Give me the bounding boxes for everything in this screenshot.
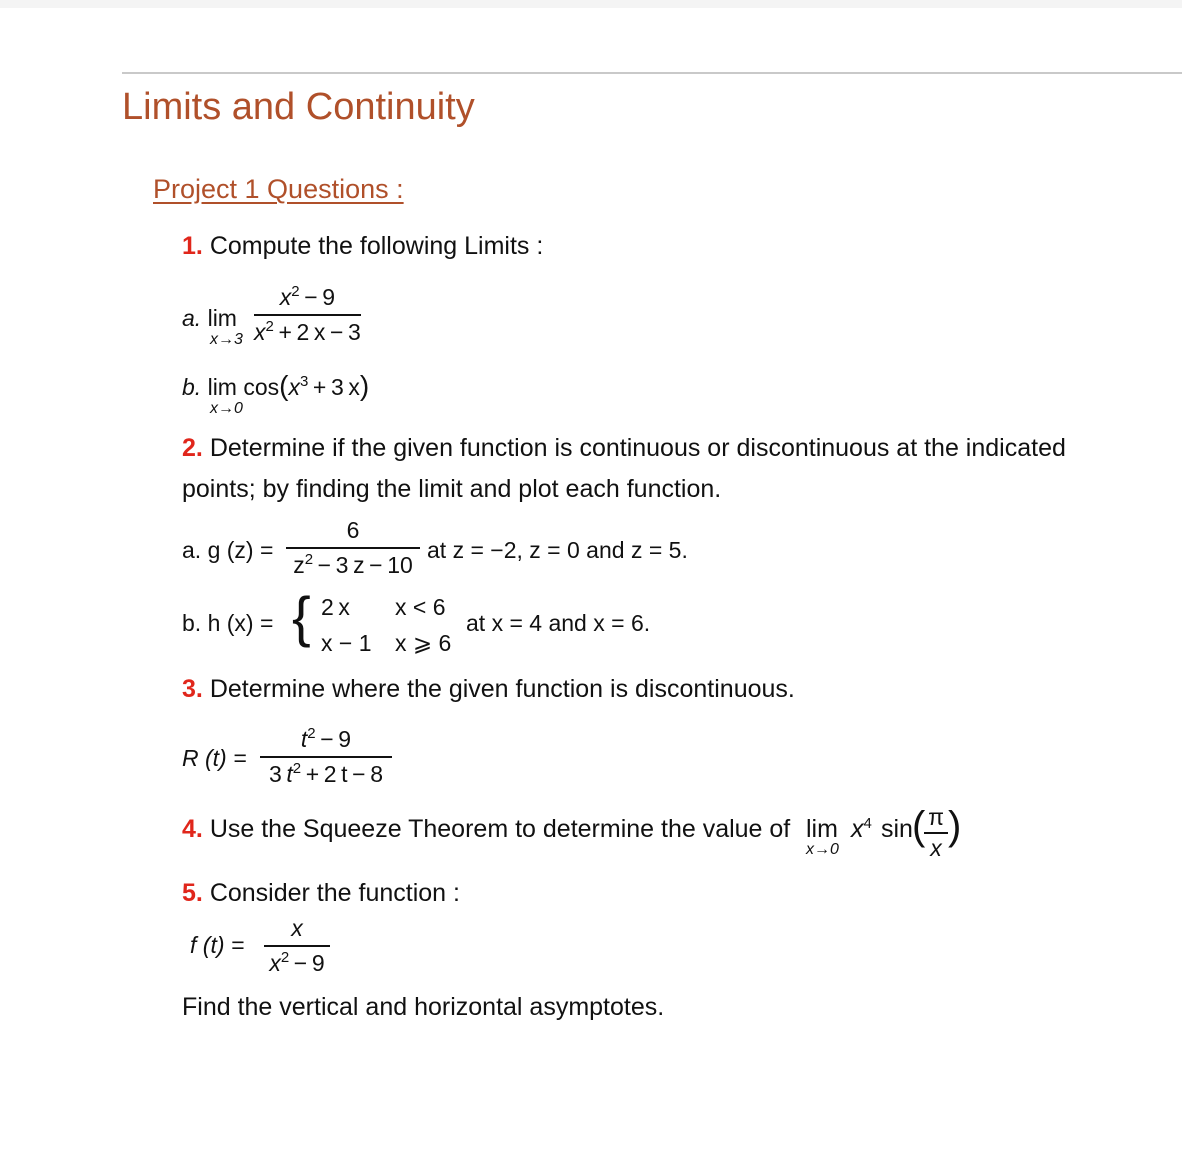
- q5-footer-text: Find the vertical and horizontal asymptotes.: [182, 993, 665, 1021]
- question-3-text: Determine where the given function is discontinuous.: [209, 675, 795, 703]
- q2b-brace: {: [292, 585, 311, 648]
- q1b-lim-word: lim: [207, 374, 237, 400]
- q1a-lim-subscript: x→3: [210, 331, 243, 348]
- q2b-case-1-condition: x < 6: [395, 594, 446, 620]
- question-5-text: Consider the function :: [209, 879, 460, 907]
- q5-fraction: [264, 917, 330, 975]
- question-2-line-1: Determine if the given function is continuous or discontinuous at the indicated: [209, 434, 1066, 462]
- q3-fraction: [260, 725, 392, 787]
- q4-close-paren: ): [948, 804, 962, 848]
- question-5-number: 5.: [182, 879, 203, 907]
- question-4-number: 4.: [182, 815, 203, 843]
- question-2-number: 2.: [182, 434, 203, 462]
- q1a-denominator: $x^2 + 2$ x − 3: [254, 318, 361, 345]
- question-2-line-2: points; by finding the limit and plot each function.: [182, 475, 722, 503]
- q3-label: R (t) =: [182, 745, 247, 771]
- page-title: Limits and Continuity: [122, 86, 475, 128]
- q2a-denominator: $z^2 - 3$ z − 10: [293, 551, 413, 578]
- q1b-func: cos: [243, 374, 280, 400]
- q1a-lim-word: lim: [207, 305, 237, 331]
- q4-numerator: π: [928, 804, 944, 830]
- q1a-lim: [182, 305, 237, 332]
- question-1-text: Compute the following Limits :: [209, 232, 544, 260]
- q4-func: sin: [881, 815, 913, 843]
- question-3-number: 3.: [182, 675, 203, 703]
- question-4-text: Use the Squeeze Theorem to determine the value of: [209, 815, 791, 843]
- q5-label: f (t) =: [190, 932, 245, 958]
- q1a-fraction: [254, 283, 361, 345]
- q3-numerator: $t^2 - 9$: [300, 725, 352, 752]
- question-1-number: 1.: [182, 232, 203, 260]
- q2b-points: at x = 4 and x = 6.: [466, 610, 651, 636]
- q1a-numerator: $x^2 - 9$: [279, 283, 336, 310]
- question-4: [182, 815, 790, 844]
- q4-lim-word: lim: [806, 815, 838, 843]
- q2b-case-1-expression: 2 x: [321, 594, 350, 620]
- q2a-numerator: 6: [346, 517, 360, 543]
- q1b-lim-subscript: x→0: [210, 400, 243, 417]
- question-2: [182, 434, 1066, 463]
- q4-denominator: x: [930, 835, 942, 861]
- q5-denominator: $x^2 - 9$: [269, 949, 325, 976]
- q2b-case-2-condition: x ⩾ 6: [395, 630, 452, 656]
- q2a-points: at z = −2, z = 0 and z = 5.: [427, 537, 688, 563]
- q1b-expression: b. $\lim \cos(x^3 + 3$ x): [182, 370, 370, 401]
- question-1: [182, 232, 543, 261]
- q2b-case-2-expression: x − 1: [321, 630, 372, 656]
- q1b-label: b.: [182, 374, 202, 400]
- q3-denominator: 3 $t^2 + 2$ t − 8: [269, 760, 383, 787]
- q4-lim-subscript: x→0: [806, 841, 839, 858]
- q2a-label: a. g (z) =: [182, 537, 274, 563]
- q4-open-paren: (: [912, 804, 926, 848]
- header-divider: [122, 72, 1182, 74]
- section-heading: Project 1 Questions :: [153, 174, 404, 204]
- top-bar: [0, 0, 1182, 8]
- q2b-label: b. h (x) =: [182, 610, 274, 636]
- q4-power: $x^4$: [851, 815, 872, 843]
- question-3: [182, 675, 795, 704]
- q4-fraction: [924, 806, 948, 860]
- question-5: [182, 879, 460, 908]
- q5-numerator: x: [291, 915, 303, 941]
- q1a-label: a.: [182, 305, 202, 331]
- q2a-fraction: [286, 519, 420, 577]
